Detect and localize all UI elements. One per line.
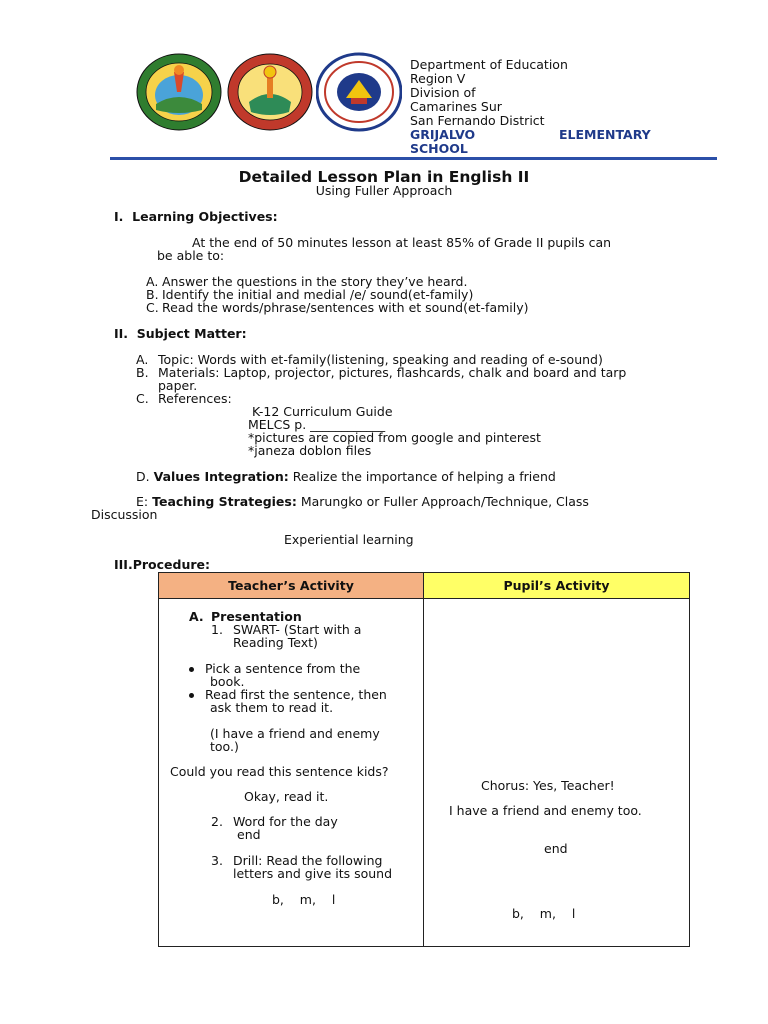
word-of-the-day: end [237,827,261,842]
teaching-strategies: E: Teaching Strategies: Marungko or Fuller Approach/Technique, Class [136,494,589,509]
teacher-prompt: Okay, read it. [244,789,329,804]
procedure-table [158,572,690,947]
values-integration: D. Values Integration: Realize the importance of helping a friend [136,469,556,484]
bullet-item-cont: book. [210,674,245,689]
school-name-word2: ELEMENTARY [559,127,651,142]
teaching-strategies-extra: Experiential learning [284,532,414,547]
reference-item: K-12 Curriculum Guide [252,404,393,419]
pupil-letters: b, m, l [512,906,576,921]
teaching-strategies-cont: Discussion [91,507,158,522]
school-name-word3: SCHOOL [410,141,468,156]
teacher-question: Could you read this sentence kids? [170,764,389,779]
reference-item: *janeza doblon files [248,443,372,458]
header-divider [110,157,717,160]
subject-references: C. References: [136,391,232,406]
division-seal-logo [136,52,222,132]
teacher-activity-header: Teacher’s Activity [159,573,424,599]
bullet-item-cont: ask them to read it. [210,700,334,715]
pupil-activity-header: Pupil’s Activity [424,573,690,599]
page-title: Detailed Lesson Plan in English II [238,168,530,186]
step-1-cont: Reading Text) [233,635,318,650]
pupil-activity-cell [424,599,690,947]
pupil-word: end [544,841,568,856]
objective-item: C. Read the words/phrase/sentences with et sound(et-family) [146,300,529,315]
objectives-intro-line2: be able to: [157,248,225,263]
objectives-intro-line1: At the end of 50 minutes lesson at least 85% of Grade II pupils can [192,235,612,250]
page-subtitle: Using Fuller Approach [315,183,453,198]
reference-item: MELCS p. ____________ [248,417,386,432]
reading-sentence: (I have a friend and enemy [210,726,380,741]
bullet-icon [189,667,194,672]
header-province: Camarines Sur [410,99,502,114]
subject-materials: B. Materials: Laptop, projector, pictures, flashcards, chalk and board and tarp [136,365,627,380]
school-name-word1: GRIJALVO [410,127,476,142]
step-1: 1. SWART- (Start with a [211,622,362,637]
header-region: Region V [410,71,466,86]
step-3-cont: letters and give its sound [233,866,393,881]
pupil-sentence: I have a friend and enemy too. [449,803,642,818]
presentation-section: A. Presentation [189,609,302,624]
school-seal-logo [316,52,402,132]
district-seal-logo [227,52,313,132]
step-2: 2. Word for the day [211,814,338,829]
header-district: San Fernando District [410,113,545,128]
drill-letters: b, m, l [272,892,336,907]
subject-materials-cont: paper. [158,378,198,393]
teacher-activity-cell [159,599,424,947]
step-3: 3. Drill: Read the following [211,853,383,868]
subject-topic: A. Topic: Words with et-family(listening, speaking and reading of e-sound) [136,352,603,367]
bullet-item: Read first the sentence, then [189,688,387,701]
objective-item: B. Identify the initial and medial /e/ sound(et-family) [146,287,474,302]
subject-heading: II. Subject Matter: [114,326,247,341]
objectives-heading: I. Learning Objectives: [114,209,278,224]
header-department: Department of Education [410,57,568,72]
reference-item: *pictures are copied from google and pinterest [248,430,541,445]
reading-sentence-cont: too.) [210,739,239,754]
objective-item: A. Answer the questions in the story they’ve heard. [146,274,468,289]
pupil-chorus: Chorus: Yes, Teacher! [481,778,615,793]
procedure-heading: III.Procedure: [114,557,210,572]
bullet-item: Pick a sentence from the [189,662,360,675]
header-division: Division of [410,85,476,100]
bullet-icon [189,693,194,698]
